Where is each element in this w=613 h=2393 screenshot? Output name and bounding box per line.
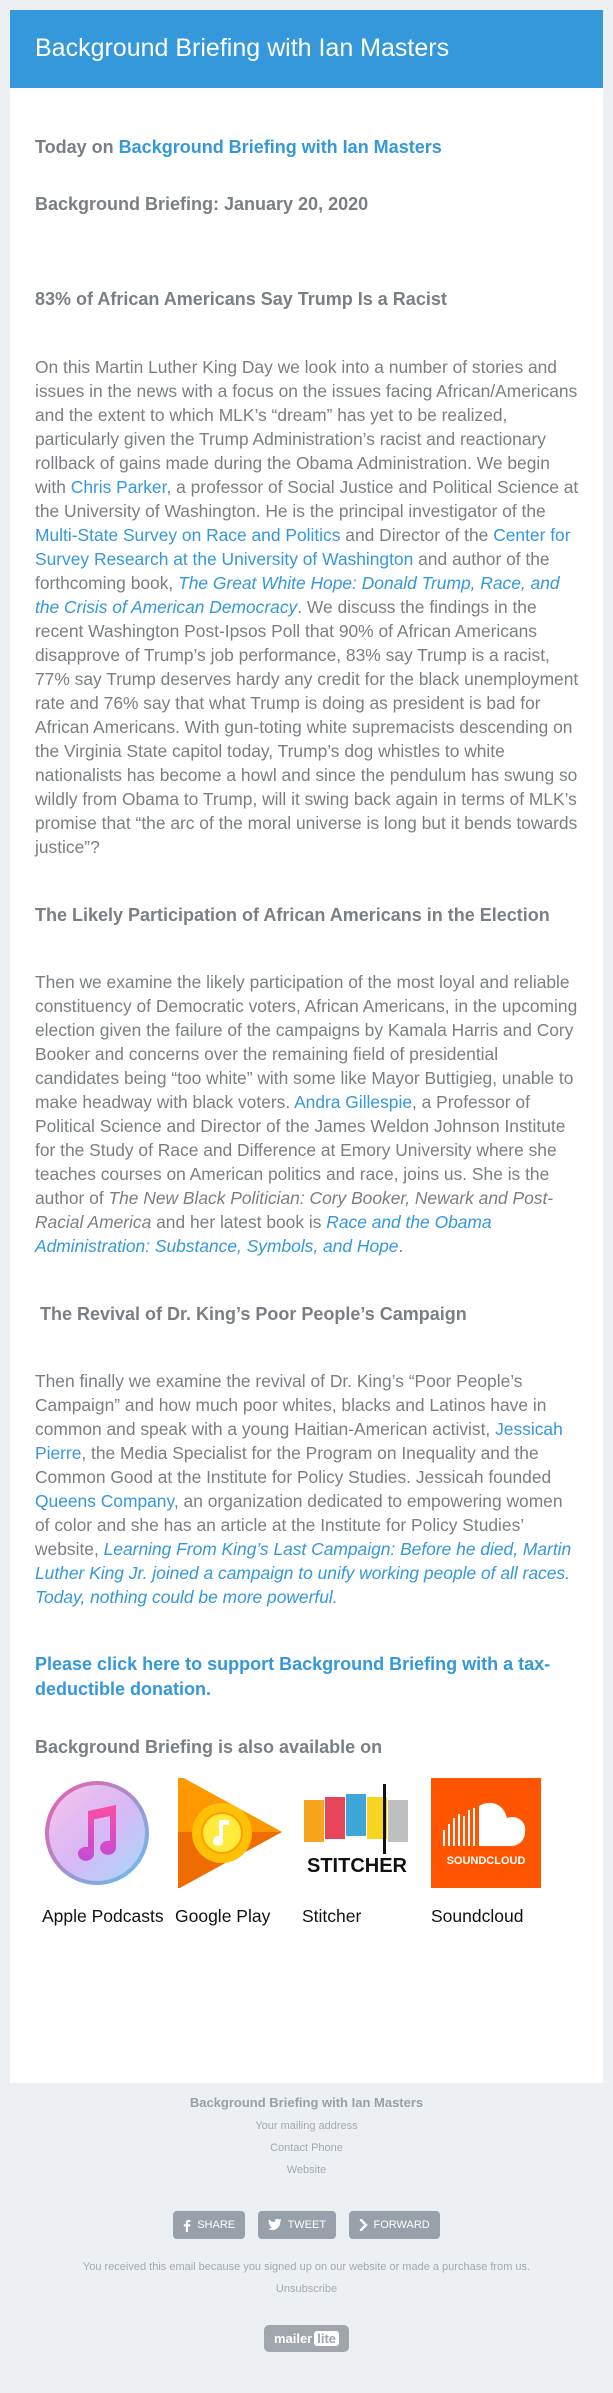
segment1-paragraph <box>35 355 580 859</box>
date-heading: Background Briefing: January 20, 2020 <box>35 194 369 214</box>
google-play-music-icon <box>175 1778 285 1888</box>
app-label-google-play: Google Play <box>175 1906 271 1926</box>
email-header <box>10 10 603 88</box>
mailerlite-badge[interactable] <box>264 2325 349 2352</box>
footer-address: Your mailing address <box>255 2120 358 2132</box>
tweet-label: TWEET <box>287 2219 327 2231</box>
mailerlite-badge-mailer: mailer <box>273 2331 313 2346</box>
email-footer <box>0 2095 613 2352</box>
segment1-text-5: . We discuss the findings in the recent Washington Post-Ipsos Poll that 90% of African Americans disapprove of Trump’s job performance, 83% say Trump is a racist, 77% say Trump deserves hardy any credit for the black unemployment rate and 76% say that what Trump is doing as president is bad for African Americans. With gun-toting white supremacists descending on the Virginia State capitol today, Trump’s dog whistles to white nationalists has become a howl and since the pendulum has swung so wildly from Obama to Trump, will it swing back again in terms of MLK’s promise that “the arc of the moral universe is long but it bends towards justice”? <box>35 597 579 857</box>
social-buttons <box>0 2211 613 2239</box>
app-label-apple-podcasts: Apple Podcasts <box>42 1906 164 1926</box>
great-white-hope-book-title: The Great White Hope: Donald Trump, Race, and the Crisis of American Democracy <box>35 573 560 617</box>
footer-website-link[interactable]: Website <box>286 2164 327 2176</box>
kings-last-campaign-article-link[interactable] <box>35 1539 571 1607</box>
stitcher-icon <box>302 1778 412 1888</box>
unsubscribe-link[interactable]: Unsubscribe <box>275 2283 338 2295</box>
today-heading <box>35 137 580 158</box>
mailerlite-badge-lite: lite <box>314 2331 339 2346</box>
segment2-text-2: , a Professor of Political Science and Director of the James Weldon Johnson Institute for the Study of Race and Difference at Emory University where she teaches courses on American politics and race, joins us. She is the author of <box>35 1092 566 1208</box>
share-button[interactable] <box>173 2211 245 2239</box>
segment3-text-3: , an organization dedicated to empowering women of color and she has an article at the Institute for Policy Studies’ website, <box>35 1491 563 1559</box>
jessicah-pierre-link[interactable]: Jessicah Pierre <box>35 1419 563 1463</box>
forward-button[interactable] <box>349 2211 440 2239</box>
segment3-heading: The Revival of Dr. King’s Poor People’s Campaign <box>35 1304 467 1324</box>
segment1-text-4: and author of the forthcoming book, <box>35 549 550 593</box>
forward-label: FORWARD <box>373 2219 430 2231</box>
app-label-soundcloud: Soundcloud <box>431 1906 524 1926</box>
app-stitcher[interactable] <box>302 1778 432 1927</box>
soundcloud-logo-text: SOUNDCLOUD <box>446 1855 526 1867</box>
center-survey-research-link[interactable]: Center for Survey Research at the University of Washington <box>35 525 571 569</box>
show-link[interactable]: Background Briefing with Ian Masters <box>118 137 442 157</box>
segment3-text-2: , the Media Specialist for the Program on Inequality and the Common Good at the Institute for Policy Studies. Jessicah founded <box>35 1443 552 1487</box>
segment2-paragraph <box>35 970 580 1258</box>
tweet-button[interactable] <box>258 2211 337 2239</box>
queens-company-link[interactable]: Queens Company <box>35 1491 174 1511</box>
segment1-text-1: On this Martin Luther King Day we look into a number of stories and issues in the news with a focus on the issues facing African/Americans and the extent to which MLK’s “dream” has yet to be realized, particularly given the Trump Administration’s racist and reactionary rollback of gains made during the Obama Administration. We begin with <box>35 357 578 497</box>
segment1-heading: 83% of African Americans Say Trump Is a Racist <box>35 289 447 309</box>
share-label: SHARE <box>197 2219 236 2231</box>
segment2-text-1: Then we examine the likely participation of the most loyal and reliable constituency of Democratic voters, African Americans, in the upcoming election given the failure of the campaigns by Kamala Harris and Cory Booker and concerns over the remaining field of presidential candidates being “too white” with some like Mayor Buttigieg, unable to make headway with black voters. <box>35 972 578 1112</box>
segment2-heading: The Likely Participation of African Americans in the Election <box>35 905 550 925</box>
email-content <box>35 137 580 1978</box>
chevron-right-icon <box>359 2219 368 2231</box>
segment2-text-3: and her latest book is <box>151 1212 327 1232</box>
andra-gillespie-link[interactable]: Andra Gillespie <box>294 1092 412 1112</box>
app-apple-podcasts[interactable] <box>42 1778 172 1927</box>
multi-state-survey-link[interactable]: Multi-State Survey on Race and Politics <box>35 525 341 545</box>
app-google-play[interactable] <box>175 1778 305 1927</box>
apple-podcasts-icon <box>42 1778 152 1888</box>
soundcloud-icon <box>431 1778 541 1888</box>
today-prefix: Today on <box>35 137 119 157</box>
facebook-icon <box>183 2219 191 2232</box>
email-card <box>10 10 603 2083</box>
segment1-text-3: and Director of the <box>340 525 494 545</box>
app-label-stitcher: Stitcher <box>302 1906 362 1926</box>
app-soundcloud[interactable] <box>431 1778 561 1927</box>
donate-link[interactable]: Please click here to support Background Briefing with a tax-deductible donation <box>35 1654 551 1699</box>
twitter-icon <box>268 2219 282 2231</box>
segment2-text-4: . <box>398 1236 404 1256</box>
race-obama-book-title: Race and the Obama Administration: Substance, Symbols, and Hope <box>35 1212 492 1256</box>
footer-received-notice: You received this email because you signed up on our website or made a purchase from us. <box>82 2261 531 2273</box>
podcast-apps <box>35 1778 580 1978</box>
chris-parker-link[interactable]: Chris Parker <box>70 477 167 497</box>
stitcher-logo-text: STITCHER <box>307 1855 407 1877</box>
segment1-text-2: , a professor of Social Justice and Political Science at the University of Washington. He is the principal investigator of the <box>35 477 579 521</box>
donate-suffix: . <box>206 1679 212 1699</box>
header-title: Background Briefing with Ian Masters <box>35 34 450 62</box>
kings-last-campaign-article-title: Learning From King’s Last Campaign: Before he died, Martin Luther King Jr. joined a campaign to unify working people of all races. Today, nothing could be more powerful. <box>35 1539 572 1607</box>
available-on-heading: Background Briefing is also available on <box>35 1737 383 1757</box>
new-black-politician-title: The New Black Politician: Cory Booker, Newark and Post-Racial America <box>35 1188 554 1232</box>
segment3-paragraph <box>35 1369 580 1609</box>
donate-paragraph <box>35 1652 580 1702</box>
footer-title: Background Briefing with Ian Masters <box>189 2095 424 2110</box>
footer-phone: Contact Phone <box>270 2142 343 2154</box>
segment3-text-1: Then finally we examine the revival of Dr. King’s “Poor People’s Campaign” and how much poor whites, blacks and Latinos have in common and speak with a young Haitian-American activist, <box>35 1371 547 1439</box>
